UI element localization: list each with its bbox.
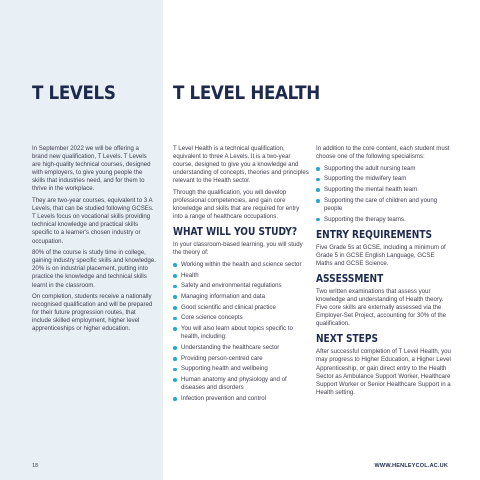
list-item: Providing person-centred care (173, 355, 309, 363)
list-item: Supporting the mental health team (316, 186, 452, 194)
list-item: Infection prevention and control (173, 395, 309, 403)
list-item: Supporting the midwifery team (316, 175, 452, 183)
list-item: Managing information and data (173, 293, 309, 301)
t-levels-heading: T LEVELS (32, 82, 116, 104)
list-item: Human anatomy and physiology and of diseases and disorders (173, 376, 309, 392)
t-levels-paragraph: They are two-year courses, equivalent to 3 A Levels, that can be studied following GCSEs. T Levels focus on vocational skills providing technical knowledge and practical skills specific to a learner's chosen industry or occupation. (32, 197, 154, 245)
list-item: Understanding the healthcare sector (173, 344, 309, 352)
assessment-heading: ASSESSMENT (316, 272, 384, 285)
website-link[interactable]: WWW.HENLEYCOL.AC.UK (374, 463, 448, 469)
entry-requirements-heading: ENTRY REQUIREMENTS (316, 228, 433, 241)
list-item: Working within the health and science sector (173, 261, 309, 269)
entry-requirements-text: Five Grade 5s at GCSE, including a minimum of Grade 5 in GCSE English Language, GCSE Maths and GCSE Science. (316, 243, 446, 267)
list-item: Supporting the care of children and young people (316, 197, 452, 213)
list-item: You will also learn about topics specific to health, including: (173, 325, 309, 341)
page-number: 18 (32, 463, 39, 469)
list-item: Safety and environmental regulations (173, 282, 309, 290)
t-levels-paragraph: 80% of the course is study time in college, gaining industry specific skills and knowledge. 20% is on industrial placement, putting into practice the knowledge and technical skills learnt in the classroom. (32, 249, 156, 289)
t-levels-paragraph: On completion, students receive a nationally recognised qualification and will be prepared for their future progression routes, that include skilled employment, higher level apprenticeships or higher education. (32, 293, 153, 333)
specialisms-column (316, 145, 452, 400)
study-heading: WHAT WILL YOU STUDY? (173, 226, 298, 239)
t-levels-column (32, 145, 156, 337)
next-steps-heading: NEXT STEPS (316, 333, 378, 346)
health-column (173, 145, 309, 405)
list-item: Good scientific and clinical practice (173, 304, 309, 312)
list-item: Health (173, 272, 309, 280)
health-intro-paragraph: T Level Health is a technical qualification, equivalent to three A Levels. It is a two-year course, designed to give you a knowledge and understanding of concepts, theories and principles relevant to the Health sector. (173, 145, 309, 185)
t-level-health-heading: T LEVEL HEALTH (173, 82, 320, 104)
study-list (173, 261, 309, 403)
next-steps-text: After successful completion of T Level Health, you may progress to Higher Education, a Higher Level Apprenticeship, or gain direct entry to the Health Sector as Ambulance Support Worker, Healthcare Support Worker or Senior Healthcare Support in a Health setting. (316, 348, 451, 396)
list-item: Supporting health and wellbeing (173, 365, 309, 373)
health-intro-paragraph: Through the qualification, you will develop professional competencies, and gain core knowledge and skills that are required for entry into a range of healthcare occupations. (173, 188, 300, 221)
t-levels-paragraph: In September 2022 we will be offering a brand new qualification, T Levels. T Levels are high-quality technical courses, designed with employers, to give young people the skills that industries need, and for them to thrive in the workplace. (32, 145, 151, 193)
specialisms-list (316, 165, 452, 224)
assessment-text: Two written examinations that assess your knowledge and understanding of Health theory. Five core skills are externally assessed via the Employer-Set Project, accounting for 30% of the qualification. (316, 287, 447, 328)
list-item: Supporting the adult nursing team (316, 165, 452, 173)
specialisms-intro: In addition to the core content, each student must choose one of the following specialisms: (316, 145, 450, 161)
study-intro: In your classroom-based learning, you will study the theory of: (173, 241, 303, 257)
list-item: Supporting the therapy teams. (316, 216, 452, 224)
list-item: Core science concepts (173, 314, 309, 322)
